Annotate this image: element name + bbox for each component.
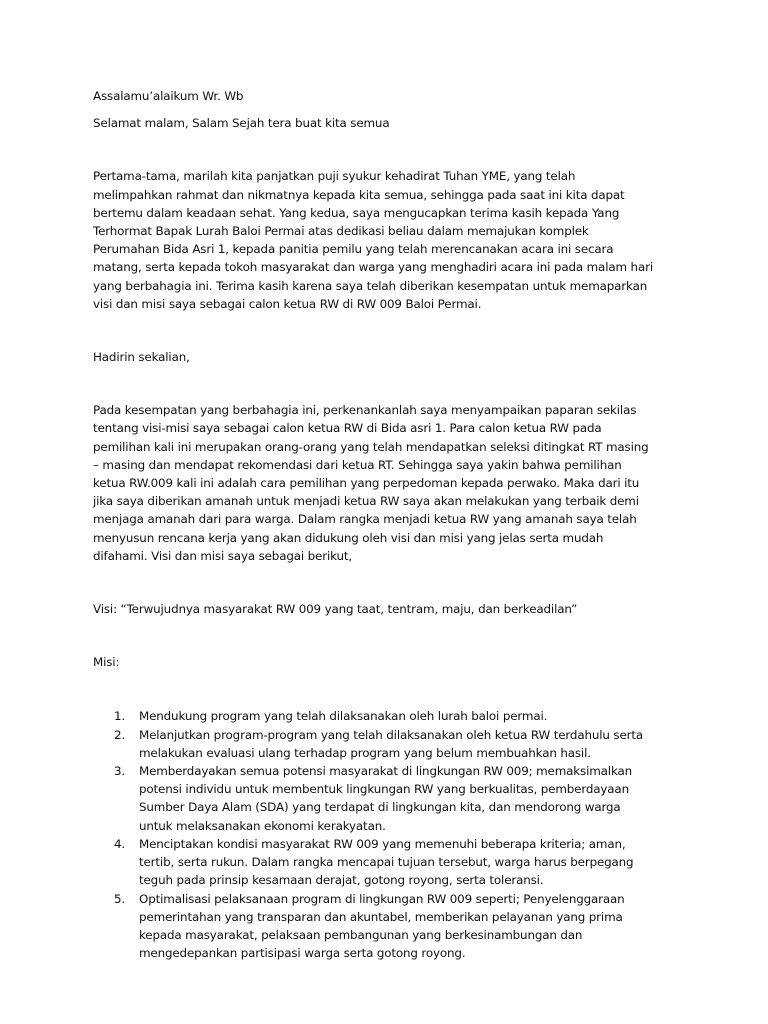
opening-paragraph: Pertama-tama, marilah kita panjatkan puji syukur kehadirat Tuhan YME, yang telah melimpahkan rahmat dan nikmatnya kepada kita semua, sehingga pada saat ini kita dapat bertemu dalam keadaan sehat. Yang kedua, saya mengucapkan terima kasih kepada Yang Terhormat Bapak Lurah Baloi Permai atas dedikasi beliau dalam memajukan komplek Perumahan Bida Asri 1, kepada panitia pemilu yang telah merencanakan acara ini secara matang, serta kepada tokoh masyarakat dan warga yang menghadiri acara ini pada malam hari yang berbahagia ini. Terima kasih karena saya telah diberikan kesempatan untuk memaparkan visi dan misi saya sebagai calon ketua RW di RW 009 Baloi Permai. xyxy=(93,169,653,311)
misi-item-text: Memberdayakan semua potensi masyarakat di lingkungan RW 009; memaksimalkan potensi individu untuk membentuk lingkungan RW yang berkualitas, pemberdayaan Sumber Daya Alam (SDA) yang terdapat di lingkungan kita, dan mendorong warga untuk melaksanakan ekonomi kerakyatan. xyxy=(139,764,633,833)
body-paragraph: Pada kesempatan yang berbahagia ini, perkenankanlah saya menyampaikan paparan sekilas tentang visi-misi saya sebagai calon ketua RW di Bida asri 1. Para calon ketua RW pada pemilihan kali ini merupakan orang-orang yang telah mendapatkan seleksi ditingkat RT masing – masing dan mendapat rekomendasi dari ketua RT. Sehingga saya yakin bahwa pemilihan ketua RW.009 kali ini adalah cara pemilihan yang perpedoman kepada perwako. Maka dari itu jika saya diberikan amanah untuk menjadi ketua RW saya akan melakukan yang terbaik demi menjaga amanah dari para warga. Dalam rangka menjadi ketua RW yang amanah saya telah menyusun rencana kerja yang akan didukung oleh visi dan misi yang jelas serta mudah difahami. Visi dan misi saya sebagai berikut, xyxy=(93,403,649,563)
misi-item xyxy=(93,890,653,963)
misi-item-number: 2. xyxy=(114,727,126,742)
misi-item-text: Mendukung program yang telah dilaksanakan oleh lurah baloi permai. xyxy=(139,709,548,724)
hadirin-line: Hadirin sekalian, xyxy=(93,350,190,365)
misi-item xyxy=(93,707,653,725)
misi-item xyxy=(93,835,653,890)
misi-heading: Misi: xyxy=(93,655,120,670)
misi-item-text: Menciptakan kondisi masyarakat RW 009 yang memenuhi beberapa kriteria; aman, tertib, serta rukun. Dalam rangka mencapai tujuan tersebut, warga harus berpegang teguh pada prinsip kesamaan derajat, gotong royong, serta toleransi. xyxy=(139,836,634,888)
misi-item-number: 1. xyxy=(114,709,126,724)
misi-item xyxy=(93,762,653,835)
visi-statement: Visi: “Terwujudnya masyarakat RW 009 yang taat, tentram, maju, dan berkeadilan” xyxy=(93,602,578,617)
misi-item xyxy=(93,726,653,762)
misi-item-number: 5. xyxy=(114,891,126,906)
misi-item-text: Optimalisasi pelaksanaan program di lingkungan RW 009 seperti; Penyelenggaraan pemerintahan yang transparan dan akuntabel, memberikan pelayanan yang prima kepada masyarakat, pelaksaan pembangunan yang berkesinambungan dan mengedepankan partisipasi warga serta gotong royong. xyxy=(139,891,625,961)
salam-line: Selamat malam, Salam Sejah tera buat kita semua xyxy=(93,116,390,131)
misi-item-number: 4. xyxy=(114,836,126,851)
misi-item-text: Melanjutkan program-program yang telah dilaksanakan oleh ketua RW terdahulu serta melakukan evaluasi ulang terhadap program yang belum membuahkan hasil. xyxy=(139,727,643,760)
greeting-line: Assalamu’alaikum Wr. Wb xyxy=(93,89,244,103)
misi-item-number: 3. xyxy=(114,764,126,779)
misi-list xyxy=(93,707,653,962)
document-page xyxy=(93,87,653,962)
